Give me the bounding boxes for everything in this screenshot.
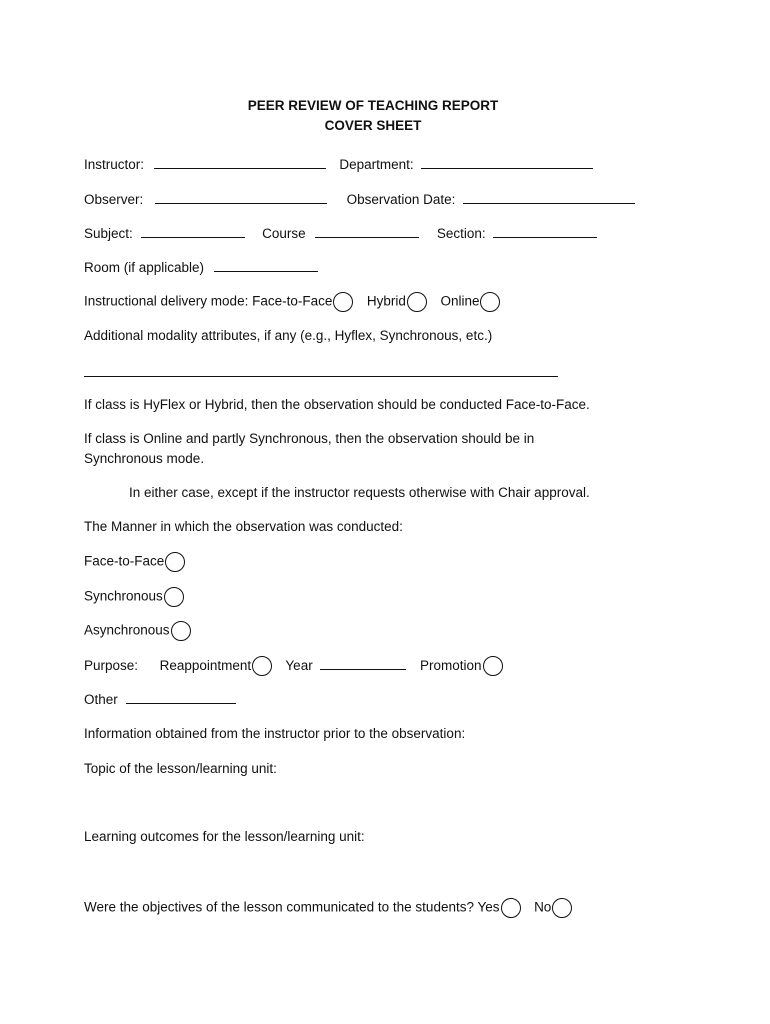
- section-label: Section:: [436, 226, 486, 241]
- delivery-face-to-face-radio[interactable]: [333, 292, 353, 312]
- manner-label: The Manner in which the observation was conducted:: [84, 519, 403, 534]
- other-row: [84, 690, 236, 709]
- purpose-row: [84, 656, 503, 676]
- report-title: PEER REVIEW OF TEACHING REPORT: [247, 98, 499, 113]
- room-field[interactable]: [214, 258, 318, 272]
- section-field[interactable]: [493, 224, 597, 238]
- objectives-no-label: No: [534, 899, 552, 915]
- report-subtitle: COVER SHEET: [324, 118, 422, 133]
- department-label: Department:: [339, 157, 414, 172]
- observer-row: [84, 190, 635, 209]
- manner-asynchronous-row: [84, 621, 191, 641]
- room-label: Room (if applicable): [84, 260, 205, 275]
- delivery-mode-label: Instructional delivery mode:: [84, 293, 249, 309]
- manner-asynchronous-radio[interactable]: [171, 621, 191, 641]
- purpose-label: Purpose:: [84, 658, 139, 673]
- delivery-option-face-to-face: Face-to-Face: [252, 293, 333, 309]
- objectives-no-radio[interactable]: [552, 898, 572, 918]
- objectives-question: Were the objectives of the lesson communicated to the students?: [84, 899, 474, 915]
- year-label: Year: [285, 658, 313, 673]
- manner-synchronous-radio[interactable]: [164, 587, 184, 607]
- observer-field[interactable]: [155, 190, 327, 204]
- manner-asynchronous-label: Asynchronous: [84, 622, 170, 638]
- objectives-row: [84, 898, 572, 918]
- subject-label: Subject:: [84, 226, 133, 241]
- modality-field[interactable]: [84, 376, 558, 377]
- hyflex-note: If class is HyFlex or Hybrid, then the observation should be conducted Face-to-Face.: [84, 397, 590, 412]
- manner-synchronous-row: [84, 587, 184, 607]
- reappointment-radio[interactable]: [252, 656, 272, 676]
- topic-label: Topic of the lesson/learning unit:: [84, 761, 277, 776]
- instructor-row: [84, 155, 593, 174]
- delivery-hybrid-radio[interactable]: [407, 292, 427, 312]
- room-row: [84, 258, 318, 277]
- reappointment-label: Reappointment: [159, 658, 252, 673]
- year-field[interactable]: [320, 656, 406, 670]
- observation-date-field[interactable]: [463, 190, 635, 204]
- prior-info-label: Information obtained from the instructor prior to the observation:: [84, 726, 466, 741]
- manner-face-to-face-label: Face-to-Face: [84, 553, 165, 569]
- observation-date-label: Observation Date:: [346, 192, 456, 207]
- other-label: Other: [84, 692, 118, 707]
- objectives-yes-radio[interactable]: [501, 898, 521, 918]
- course-field[interactable]: [315, 224, 419, 238]
- promotion-label: Promotion: [420, 658, 482, 673]
- course-label: Course: [262, 226, 306, 241]
- learning-outcomes-label: Learning outcomes for the lesson/learning unit:: [84, 829, 365, 844]
- delivery-option-hybrid: Hybrid: [366, 293, 406, 309]
- observer-label: Observer:: [84, 192, 144, 207]
- delivery-mode-row: [84, 292, 500, 312]
- manner-face-to-face-row: [84, 552, 185, 572]
- instructor-label: Instructor:: [84, 157, 145, 172]
- subject-row: [84, 224, 597, 243]
- manner-face-to-face-radio[interactable]: [165, 552, 185, 572]
- objectives-yes-label: Yes: [477, 899, 500, 915]
- other-field[interactable]: [126, 690, 236, 704]
- manner-synchronous-label: Synchronous: [84, 588, 163, 604]
- online-note-line2: Synchronous mode.: [84, 451, 205, 466]
- modality-text: Additional modality attributes, if any (e.g., Hyflex, Synchronous, etc.): [84, 328, 493, 343]
- instructor-field[interactable]: [154, 155, 326, 169]
- online-note-line1: If class is Online and partly Synchronous, then the observation should be in: [84, 431, 535, 446]
- delivery-option-online: Online: [440, 293, 480, 309]
- either-case-note: In either case, except if the instructor requests otherwise with Chair approval.: [129, 485, 590, 500]
- subject-field[interactable]: [141, 224, 245, 238]
- department-field[interactable]: [421, 155, 593, 169]
- delivery-online-radio[interactable]: [480, 292, 500, 312]
- promotion-radio[interactable]: [483, 656, 503, 676]
